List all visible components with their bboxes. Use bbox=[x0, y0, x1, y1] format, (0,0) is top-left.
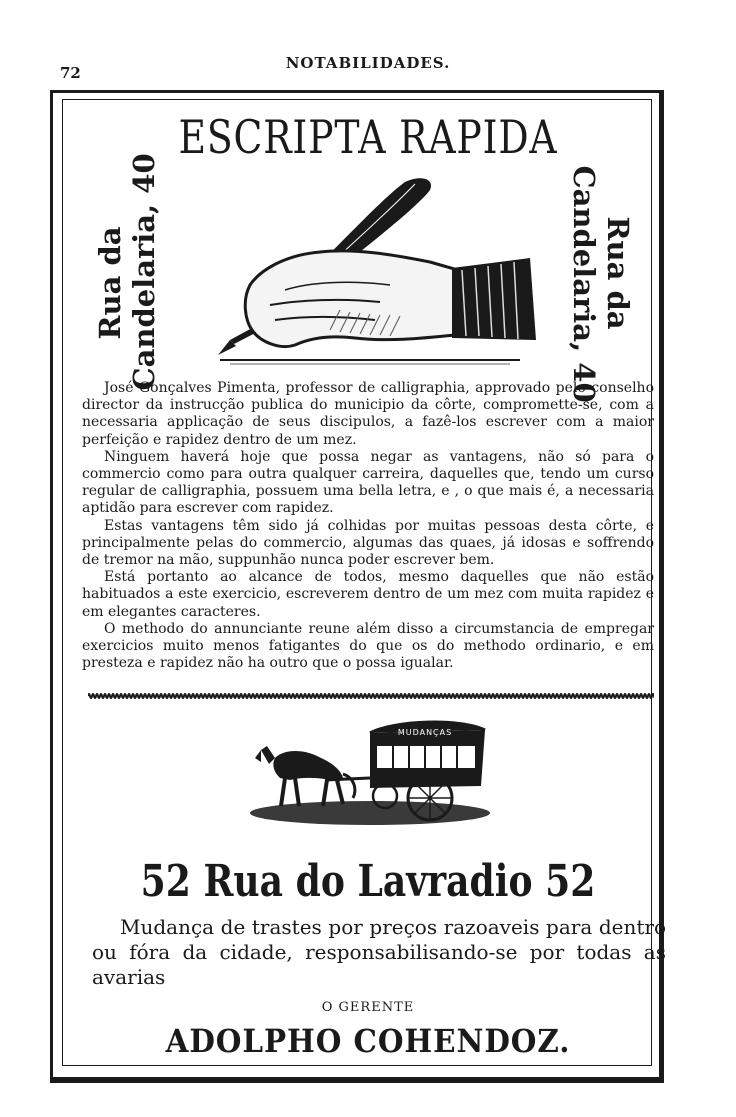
side-address-right-line-1: Rua da bbox=[601, 216, 635, 330]
wavy-divider bbox=[88, 691, 654, 701]
ad-paragraph-1: José Gonçalves Pimenta, professor de calligraphia, approvado pelo conselho director da instrucção publica do municipio da côrte, compromette-se, com a necessaria applicação de seus discipulos, a fazê-los escrever com a maior perfeição e rapidez dentro de um mez. bbox=[82, 380, 654, 448]
ad-paragraph-3: Estas vantagens têm sido já colhidas por muitas pessoas desta côrte, e principalmente pelas do commercio, algumas das quaes, já idosas e soffrendo de tremor na mão, suppunhão nunca poder escrever bem. bbox=[82, 517, 654, 569]
page-number: 72 bbox=[60, 64, 81, 82]
ad-moving-body bbox=[92, 915, 666, 990]
side-address-left-line-1: Rua da bbox=[93, 226, 127, 340]
running-head: NOTABILIDADES. bbox=[285, 54, 451, 72]
ad-paragraph-4: Está portanto ao alcance de todos, mesmo daquelles que não estão habituados a este exercicio, escreverem dentro de um mez com muita rapidez e em elegantes caracteres. bbox=[82, 569, 654, 620]
ad-moving-text: Mudança de trastes por preços razoaveis para dentro ou fóra da cidade, responsabilisando-se por todas as avarias bbox=[92, 915, 666, 989]
ad-paragraph-5: O methodo do annunciante reune além disso a circumstancia de empregar exercicios muito menos fatigantes do que os do methodo ordinario, e em presteza e rapidez não ha outro que o possa igualar. bbox=[82, 620, 654, 672]
manager-name: ADOLPHO COHENDOZ. bbox=[165, 1022, 571, 1060]
manager-label: O GERENTE bbox=[321, 1000, 415, 1015]
side-address-left-line-2: Candelaria, 40 bbox=[127, 153, 161, 391]
side-address-right-line-2: Candelaria, 40 bbox=[567, 165, 601, 403]
side-address-left bbox=[82, 153, 172, 391]
moving-wagon-illustration bbox=[245, 718, 495, 828]
ad-title-escripta-rapida: ESCRIPTA RAPIDA bbox=[178, 110, 558, 164]
wagon-label: MUDANÇAS bbox=[397, 728, 453, 737]
ad-body-text bbox=[82, 380, 654, 672]
hand-quill-illustration bbox=[190, 170, 540, 370]
ad-address-heading: 52 Rua do Lavradio 52 bbox=[140, 856, 596, 907]
ad-paragraph-2: Ninguem haverá hoje que possa negar as vantagens, não só para o commercio como para outra qualquer carreira, daquelles que, tendo um curso regular de calligraphia, possuem uma bella letra, e , o que mais é, a necessaria aptidão para escrever com rapidez. bbox=[82, 448, 654, 517]
side-address-right bbox=[556, 165, 646, 403]
